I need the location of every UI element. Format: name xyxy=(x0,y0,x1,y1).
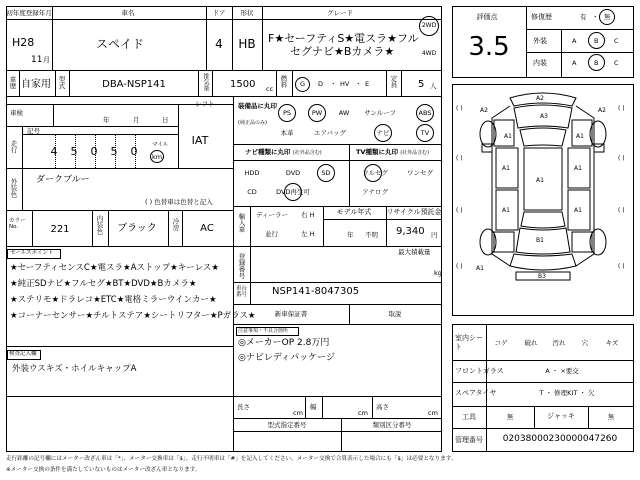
exterior-label: 外装 xyxy=(533,37,547,45)
model-year-unknown: 不明 xyxy=(365,231,378,239)
diagram-paren-4: ( ) xyxy=(618,155,625,162)
import-left: 左 H xyxy=(301,230,315,238)
management-label: 管理番号 xyxy=(455,436,483,444)
import-parallel: 並行 xyxy=(265,230,278,238)
displacement-value: 1500 xyxy=(230,79,256,90)
recycle-value: 9,340 xyxy=(396,226,425,237)
diagram-damage-label: A1 xyxy=(576,133,584,140)
fuel-label: 燃料 xyxy=(279,75,288,88)
diagram-damage-label: A1 xyxy=(476,265,484,272)
seat-item: コゲ xyxy=(494,339,508,347)
car-name-label: 車名 xyxy=(121,9,135,17)
inspection-label: 車検 xyxy=(10,109,23,117)
ext-a: A xyxy=(572,37,577,45)
seat-item: 汚れ xyxy=(552,339,566,347)
width-label: 幅 xyxy=(310,403,317,411)
navi-item: DVD再生可 xyxy=(276,188,310,196)
tv-title xyxy=(356,149,429,156)
digits-label: 記号 xyxy=(27,127,40,135)
length-cm: cm xyxy=(293,409,303,417)
navi-item: HDD xyxy=(244,169,260,177)
management-value: 02038000230000047260 xyxy=(502,434,618,444)
height-label: 高さ xyxy=(376,403,389,411)
ext-b: B xyxy=(594,37,599,45)
diagram-damage-label: A1 xyxy=(502,207,510,214)
sheet-left-frame xyxy=(6,6,442,452)
diagram-damage-label: A3 xyxy=(540,113,548,120)
mileage-digit-divider xyxy=(75,134,76,168)
chassis-value: NSP141-8047305 xyxy=(272,286,360,297)
int-a: A xyxy=(572,59,577,67)
max-weight-unit: kg xyxy=(434,269,442,277)
fuel-d: D xyxy=(318,80,324,88)
int-b: B xyxy=(594,59,599,67)
color-no-label: カラーNo. xyxy=(9,218,26,230)
import-dealer: ディーラー xyxy=(256,211,288,219)
diagram-damage-label: A2 xyxy=(480,107,488,114)
ac-label: 冷房 xyxy=(171,218,180,231)
mileage-digit: 4 xyxy=(50,145,58,158)
width-cm: cm xyxy=(358,409,368,417)
footer-line1: 走行距離の記号欄にはメーター改ざん車は「*」、メーター交換車は「$」、走行不明車は「#」を記入してください。メーター交換で合算表示した場合にも「$」は必要となります。 xyxy=(6,456,457,462)
recycle-label: リサイクル預託金 xyxy=(386,208,442,216)
mileage-digit: 0 xyxy=(130,145,138,158)
tv-note: (社外品含む) xyxy=(400,150,430,156)
jack-value: 無 xyxy=(607,413,615,421)
max-weight-label: 最大積載量 xyxy=(398,248,431,256)
inspector-text: 外装ウスキズ・ホイルキャップA xyxy=(12,364,137,374)
sales-point-line: ★ステリモ★ドラレコ★ETC★電格ミラーウインカー★ xyxy=(10,295,217,305)
ext-c: C xyxy=(614,37,619,45)
diagram-paren-2: ( ) xyxy=(618,105,625,112)
seat-item: 穴 xyxy=(581,339,589,347)
interior-seat-label: 室内シート xyxy=(455,334,483,352)
ac-value: AC xyxy=(200,223,214,234)
sales-point-line: ★コーナーセンサー★チルトステア★シートリフター★Pガラス★ xyxy=(10,311,256,321)
seat-item: 破れ xyxy=(524,339,538,347)
cc-unit: cc xyxy=(266,85,274,93)
mileage-digit: 5 xyxy=(70,145,78,158)
import-label: 輸入車 xyxy=(237,213,246,233)
tv-item: フルセグ xyxy=(362,169,388,177)
reg-year-label: 初年度登録年月 xyxy=(6,9,52,17)
diagram-paren-5: ( ) xyxy=(456,207,463,214)
diagram-damage-label: A1 xyxy=(574,165,582,172)
doors-value: 4 xyxy=(215,37,223,51)
equipment-note: (純正品のみ) xyxy=(238,120,267,126)
score-value: 3.5 xyxy=(468,32,510,62)
shape-value: HB xyxy=(238,37,256,51)
color-note: ( ) 色替車は色替と記入 xyxy=(145,198,213,206)
diagram-paren-8: ( ) xyxy=(618,263,625,270)
type-no-label: 型式指定番号 xyxy=(267,421,307,429)
km-label: km xyxy=(152,153,163,161)
equipment-item: ナビ xyxy=(376,129,390,137)
diagram-damage-label: B3 xyxy=(538,273,546,280)
doors-label: ドア xyxy=(212,9,226,17)
drive-4wd: 4WD xyxy=(421,50,437,57)
repair-sep: ・ xyxy=(592,13,599,21)
interior-label: 内装 xyxy=(533,59,547,67)
usage-label-text: 車歴 xyxy=(8,76,17,89)
mileage-digit-divider xyxy=(135,134,136,168)
diagram-paren-7: ( ) xyxy=(456,263,463,270)
chassis-label: 車台番号 xyxy=(236,286,248,299)
inspection-month: 月 xyxy=(133,116,140,124)
mileage-digit: 5 xyxy=(110,145,118,158)
mileage-digit-divider xyxy=(115,134,116,168)
usage-value: 自家用 xyxy=(21,79,51,90)
length-label: 長さ xyxy=(237,403,250,411)
fuel-sep2: ・ xyxy=(355,80,362,88)
capacity-value: 5 xyxy=(418,79,425,90)
tv-item: アナログ xyxy=(362,188,388,196)
capacity-unit: 人 xyxy=(430,82,437,90)
grade-line1: F★セーフティS★電スラ★フル xyxy=(268,32,419,45)
inspection-day: 日 xyxy=(162,116,169,124)
inspection-year: 年 xyxy=(103,116,110,124)
footer-line2: ※メーター交換の条件を満たしていないものはメーター改ざん車となります。 xyxy=(6,467,201,473)
shift-value: IAT xyxy=(191,134,209,147)
diagram-damage-label: A1 xyxy=(504,133,512,140)
notes-line2: ◎ナビレディパッケージ xyxy=(238,353,335,363)
grade-label: グレード xyxy=(327,9,353,17)
mile-label: マイル xyxy=(152,142,169,148)
navi-note: (社外品含む) xyxy=(292,150,322,156)
notes-label: 注意事項・不具合箇所 xyxy=(238,328,289,334)
fuel-g: G xyxy=(299,80,306,88)
mileage-label: 走行 xyxy=(9,140,18,153)
displacement-label: 排気量 xyxy=(202,73,209,91)
car-diagram xyxy=(452,84,634,316)
new-car-warranty: 新車保証書 xyxy=(274,310,308,318)
color-label: 外装色 xyxy=(9,178,18,198)
diagram-paren-3: ( ) xyxy=(456,155,463,162)
interior-color-value: ブラック xyxy=(117,223,157,234)
equipment-title: 装備品に丸印 xyxy=(238,102,277,110)
grade-line2: セグナビ★Bカメラ★ xyxy=(290,45,395,58)
fuel-e: E xyxy=(365,80,370,88)
equipment-item: PS xyxy=(282,109,292,117)
navi-title xyxy=(245,149,322,156)
equipment-item: TV xyxy=(420,129,430,137)
tools-label: 工具 xyxy=(462,413,476,421)
shape-label: 形状 xyxy=(240,9,254,17)
reg-no-label: 登録番号 xyxy=(237,253,246,279)
diagram-damage-label: A2 xyxy=(536,95,544,102)
diagram-damage-label: A2 xyxy=(598,107,606,114)
int-c: C xyxy=(614,59,619,67)
car-name: スペイド xyxy=(95,37,145,51)
jack-label: ジャッキ xyxy=(547,412,575,420)
equipment-item: エアバッグ xyxy=(314,129,346,137)
spare-tire-value: T ・ 修理KIT ・ 欠 xyxy=(539,389,595,397)
equipment-item: サンルーフ xyxy=(364,109,396,117)
tv-item: ワンセグ xyxy=(407,169,433,177)
diagram-damage-label: A1 xyxy=(536,177,544,184)
color-no-value: 221 xyxy=(50,224,70,235)
score-label: 評価点 xyxy=(476,13,498,21)
reg-era-year: H28 xyxy=(12,36,35,49)
front-glass-label: フロントガラス xyxy=(455,367,504,375)
repair-label: 修復歴 xyxy=(531,13,552,21)
shift-label: シフト xyxy=(195,100,215,108)
equipment-item: 本革 xyxy=(280,129,294,137)
import-right: 右 H xyxy=(301,211,315,219)
diagram-damage-label: B1 xyxy=(536,237,544,244)
model-label: 型式 xyxy=(57,76,66,89)
fuel-sep1: ・ xyxy=(330,80,337,88)
tools-value: 無 xyxy=(506,413,514,421)
class-no-label: 類別区分番号 xyxy=(372,421,412,429)
drive-2wd: 2WD xyxy=(421,22,437,29)
navi-title-text: ナビ種類に丸印 xyxy=(245,148,291,156)
diagram-paren-6: ( ) xyxy=(618,207,625,214)
navi-item: SD xyxy=(321,169,331,177)
reg-month: 11 xyxy=(31,55,43,65)
height-cm: cm xyxy=(428,409,438,417)
spare-tire-label: スペアタイヤ xyxy=(455,389,497,397)
equipment-item: PW xyxy=(311,109,323,117)
repair-yes: 有 xyxy=(580,13,587,21)
navi-item: DVD xyxy=(285,169,301,177)
diagram-damage-label: A1 xyxy=(502,165,510,172)
recycle-unit: 円 xyxy=(431,231,438,239)
mileage-digit-divider xyxy=(55,134,56,168)
mileage-digit: 0 xyxy=(90,145,98,158)
equipment-item: AW xyxy=(338,109,350,117)
tv-title-text: TV種類に丸印 xyxy=(356,148,398,156)
seat-item: キズ xyxy=(605,339,619,347)
notes-line1: ◎メーカーOP 2.8万円 xyxy=(238,338,330,348)
interior-color-label: 内装色 xyxy=(95,215,104,235)
mileage-digit-divider xyxy=(95,134,96,168)
equipment-item: ABS xyxy=(418,109,432,117)
front-glass-value: A ・ ×要交 xyxy=(545,367,579,375)
model-year-label: モデル年式 xyxy=(336,208,372,216)
fuel-hv: HV xyxy=(340,80,350,88)
manual-label: 取説 xyxy=(388,310,402,318)
sales-points-label: セールスポイント xyxy=(10,250,54,256)
model-value: DBA-NSP141 xyxy=(102,79,166,90)
model-year-unit: 年 xyxy=(347,231,354,239)
diagram-paren-1: ( ) xyxy=(456,105,463,112)
reg-month-unit: 月 xyxy=(43,56,50,64)
repair-no: 無 xyxy=(604,13,611,21)
color-value: ダークブルー xyxy=(36,175,90,185)
capacity-label: 定員 xyxy=(389,75,398,88)
sales-point-line: ★純正SDナビ★フルセグ★BT★DVD★Bカメラ★ xyxy=(10,279,197,289)
inspector-label: 検査記入欄 xyxy=(9,351,37,357)
navi-item: CD xyxy=(247,188,257,196)
diagram-damage-label: A1 xyxy=(574,207,582,214)
sales-point-line: ★セーフティセンスC★電スラ★Aストップ★キーレス★ xyxy=(10,263,219,273)
